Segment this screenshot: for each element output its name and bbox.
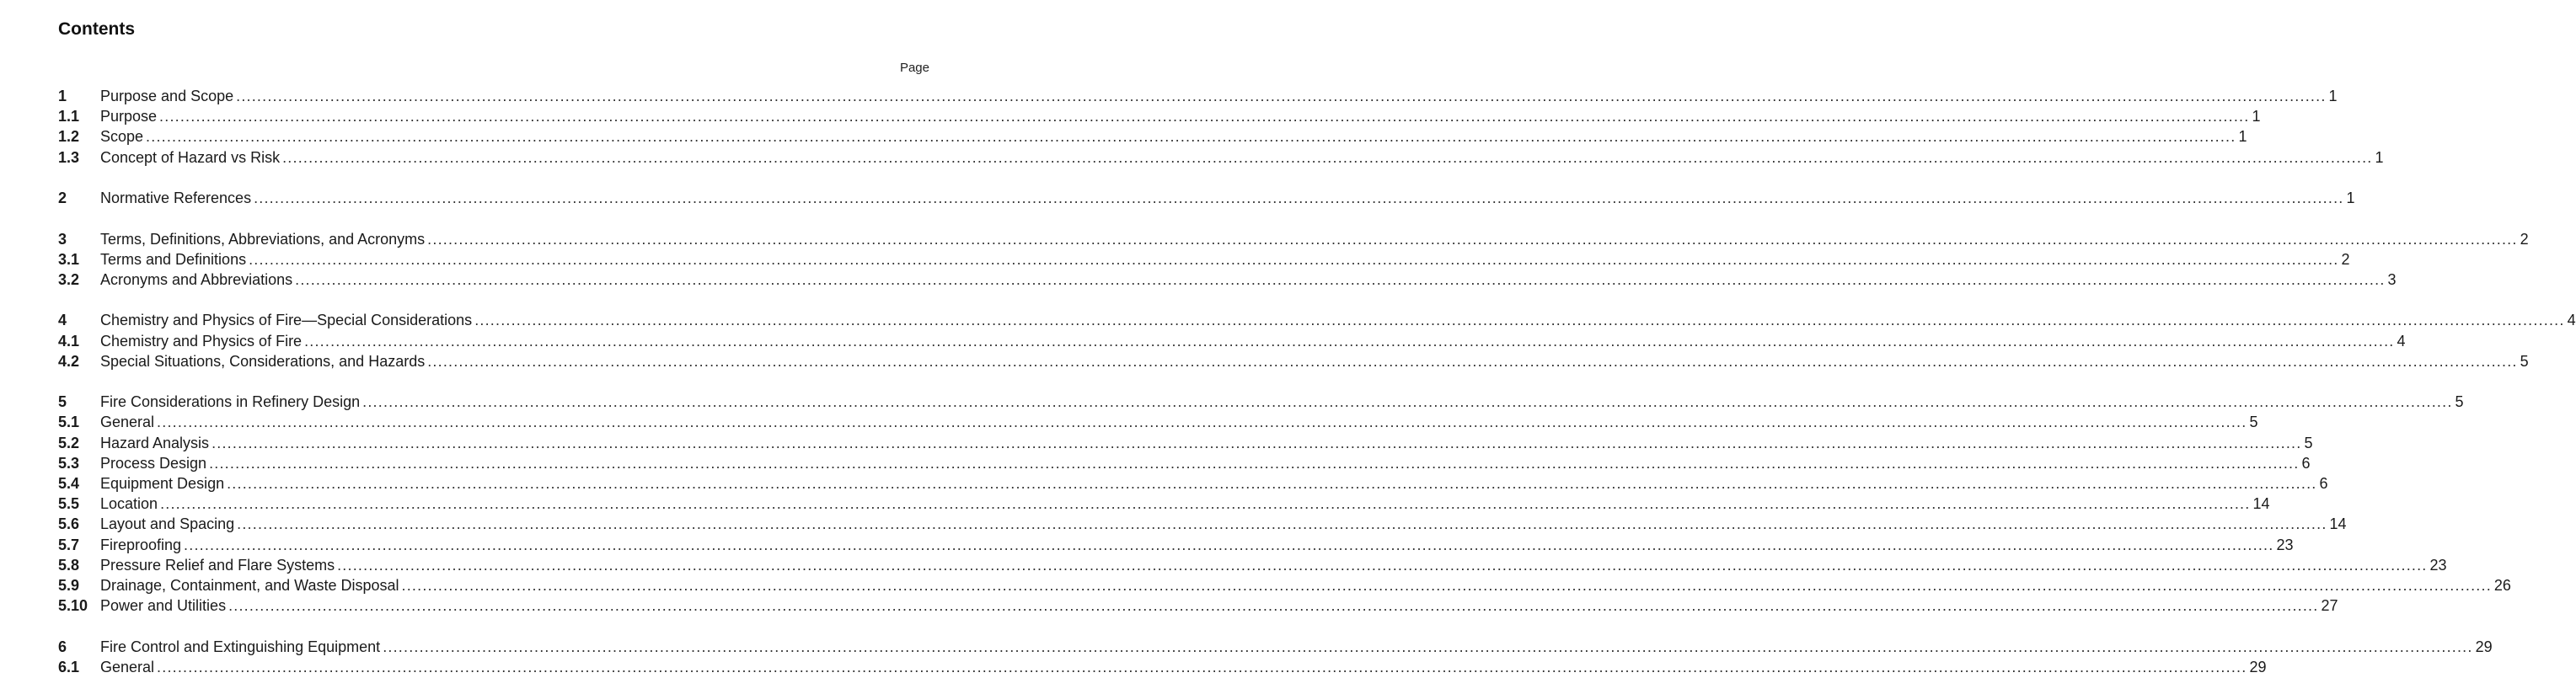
toc-section-number: 3 <box>58 230 67 248</box>
toc-page-number: 5 <box>2455 393 2464 411</box>
toc-dot-leader: ................................................................................................................................................................................................................................................................................................................................................................................................................ <box>427 352 2518 370</box>
toc-dot-leader: ................................................................................................................................................................................................................................................................................................................................................................................................................ <box>227 475 2317 492</box>
toc-dot-leader: ................................................................................................................................................................................................................................................................................................................................................................................................................ <box>184 536 2274 553</box>
toc-section-group <box>58 229 2529 291</box>
toc-section-number: 5.9 <box>58 576 80 594</box>
toc-section-title: Scope <box>100 128 144 146</box>
toc-section-number: 4.1 <box>58 332 80 350</box>
toc-entry[interactable] <box>58 270 2397 290</box>
toc-page-number: 1 <box>2346 190 2355 207</box>
toc-section-title: Chemistry and Physics of Fire—Special Considerations <box>100 312 473 329</box>
toc-section-title: Fireproofing <box>100 536 182 553</box>
toc-section-title: Hazard Analysis <box>100 434 210 451</box>
toc-page-number: 1 <box>2238 128 2247 146</box>
toc-section-number: 3.2 <box>58 270 80 288</box>
toc-page-number: 4 <box>2397 332 2406 350</box>
toc-dot-leader: ................................................................................................................................................................................................................................................................................................................................................................................................................ <box>157 658 2247 675</box>
toc-entry[interactable] <box>58 392 2464 412</box>
page-column-label: Page <box>899 61 929 75</box>
toc-section-group <box>58 637 2493 677</box>
toc-section-title: Equipment Design <box>100 475 225 492</box>
toc-entry[interactable] <box>58 535 2294 555</box>
toc-page-number: 23 <box>2429 556 2447 574</box>
toc-page-number: 23 <box>2276 536 2294 553</box>
toc-entry[interactable] <box>58 331 2406 351</box>
table-of-contents <box>58 86 2576 677</box>
toc-section-title: Acronyms and Abbreviations <box>100 270 293 288</box>
toc-section-group <box>58 392 2511 616</box>
toc-section-number: 1.3 <box>58 148 80 166</box>
toc-page-number: 1 <box>2375 148 2384 166</box>
toc-dot-leader: ................................................................................................................................................................................................................................................................................................................................................................................................................ <box>237 515 2327 533</box>
toc-dot-leader: ................................................................................................................................................................................................................................................................................................................................................................................................................ <box>304 332 2395 350</box>
toc-section-title: Purpose and Scope <box>100 88 234 104</box>
toc-entry[interactable] <box>58 637 2493 657</box>
toc-entry[interactable] <box>58 555 2447 575</box>
toc-section-title: Terms, Definitions, Abbreviations, and Acronyms <box>100 230 426 248</box>
toc-dot-leader: ................................................................................................................................................................................................................................................................................................................................................................................................................ <box>383 638 2473 655</box>
toc-dot-leader: ................................................................................................................................................................................................................................................................................................................................................................................................................ <box>159 108 2250 125</box>
toc-page-number: 3 <box>2387 270 2397 288</box>
toc-page-number: 6 <box>2319 475 2328 492</box>
toc-section-number: 1.1 <box>58 108 80 125</box>
toc-section-title: Power and Utilities <box>100 597 227 615</box>
toc-section-title: Pressure Relief and Flare Systems <box>100 556 335 574</box>
toc-section-title: Concept of Hazard vs Risk <box>100 148 281 166</box>
toc-section-number: 5.6 <box>58 515 80 533</box>
toc-section-title: Drainage, Containment, and Waste Disposal <box>100 576 399 594</box>
toc-page-number: 14 <box>2329 515 2347 533</box>
toc-page-number: 14 <box>2252 495 2270 513</box>
toc-page-number: 29 <box>2475 638 2493 655</box>
toc-entry[interactable] <box>58 126 2247 147</box>
toc-entry[interactable] <box>58 453 2311 473</box>
toc-entry[interactable] <box>58 575 2511 595</box>
toc-page-number: 1 <box>2252 108 2261 125</box>
toc-section-title: Process Design <box>100 454 207 472</box>
toc-dot-leader: ................................................................................................................................................................................................................................................................................................................................................................................................................ <box>160 495 2251 513</box>
toc-section-title: Special Situations, Considerations, and Hazards <box>100 352 426 370</box>
toc-dot-leader: ................................................................................................................................................................................................................................................................................................................................................................................................................ <box>228 597 2319 615</box>
toc-section-group <box>58 310 2576 371</box>
toc-page-number: 6 <box>2301 454 2311 472</box>
toc-section-title: Fire Control and Extinguishing Equipment <box>100 638 381 655</box>
toc-section-number: 4 <box>58 312 67 329</box>
toc-section-title: Layout and Spacing <box>100 515 235 533</box>
toc-section-number: 5.8 <box>58 556 80 574</box>
toc-section-number: 5.7 <box>58 536 80 553</box>
toc-entry[interactable] <box>58 310 2576 330</box>
toc-page-number: 27 <box>2321 597 2338 615</box>
toc-entry[interactable] <box>58 657 2267 677</box>
toc-section-title: General <box>100 658 155 675</box>
toc-section-number: 1.2 <box>58 128 80 146</box>
toc-section-title: Fire Considerations in Refinery Design <box>100 393 361 411</box>
toc-page-number: 2 <box>2520 230 2529 248</box>
toc-dot-leader: ................................................................................................................................................................................................................................................................................................................................................................................................................ <box>209 454 2300 472</box>
toc-section-group <box>58 188 2355 208</box>
toc-page-number: 1 <box>2328 88 2338 104</box>
toc-page-number: 29 <box>2249 658 2267 675</box>
toc-dot-leader: ................................................................................................................................................................................................................................................................................................................................................................................................................ <box>295 270 2386 288</box>
toc-page-number: 2 <box>2341 250 2350 268</box>
toc-section-title: Terms and Definitions <box>100 250 247 268</box>
toc-entry[interactable] <box>58 514 2347 534</box>
toc-section-number: 5.1 <box>58 414 80 431</box>
toc-page-number: 5 <box>2304 434 2313 451</box>
toc-dot-leader: ................................................................................................................................................................................................................................................................................................................................................................................................................ <box>427 230 2518 248</box>
toc-section-number: 5.10 <box>58 597 88 615</box>
toc-page-number: 26 <box>2493 576 2511 594</box>
toc-entry[interactable] <box>58 473 2328 494</box>
toc-section-number: 5.5 <box>58 495 80 513</box>
toc-section-title: General <box>100 414 155 431</box>
toc-dot-leader: ................................................................................................................................................................................................................................................................................................................................................................................................................ <box>236 88 2327 104</box>
toc-entry[interactable] <box>58 433 2313 453</box>
toc-dot-leader: ................................................................................................................................................................................................................................................................................................................................................................................................................ <box>146 128 2236 146</box>
toc-section-number: 6 <box>58 638 67 655</box>
toc-dot-leader: ................................................................................................................................................................................................................................................................................................................................................................................................................ <box>337 556 2428 574</box>
toc-section-number: 5 <box>58 393 67 411</box>
toc-section-number: 4.2 <box>58 352 80 370</box>
toc-dot-leader: ................................................................................................................................................................................................................................................................................................................................................................................................................ <box>401 576 2492 594</box>
toc-dot-leader: ................................................................................................................................................................................................................................................................................................................................................................................................................ <box>282 148 2373 166</box>
toc-entry[interactable] <box>58 188 2355 208</box>
toc-entry[interactable] <box>58 86 2338 106</box>
toc-section-title: Normative References <box>100 190 252 207</box>
toc-entry[interactable] <box>58 351 2529 371</box>
toc-page-number: 4 <box>2567 312 2576 329</box>
toc-section-number: 6.1 <box>58 658 80 675</box>
toc-section-group <box>58 86 2384 168</box>
toc-section-title: Purpose <box>100 108 158 125</box>
contents-heading: Contents <box>58 19 135 39</box>
toc-entry[interactable] <box>58 494 2270 514</box>
toc-entry[interactable] <box>58 412 2258 432</box>
toc-dot-leader: ................................................................................................................................................................................................................................................................................................................................................................................................................ <box>212 434 2302 451</box>
toc-page-number: 5 <box>2520 352 2529 370</box>
toc-dot-leader: ................................................................................................................................................................................................................................................................................................................................................................................................................ <box>157 414 2247 431</box>
toc-entry[interactable] <box>58 595 2338 616</box>
toc-dot-leader: ................................................................................................................................................................................................................................................................................................................................................................................................................ <box>474 312 2565 329</box>
toc-section-title: Location <box>100 495 158 513</box>
toc-entry[interactable] <box>58 249 2350 270</box>
toc-dot-leader: ................................................................................................................................................................................................................................................................................................................................................................................................................ <box>254 190 2344 207</box>
toc-section-number: 5.3 <box>58 454 80 472</box>
toc-section-number: 3.1 <box>58 250 80 268</box>
toc-section-number: 2 <box>58 190 67 207</box>
toc-dot-leader: ................................................................................................................................................................................................................................................................................................................................................................................................................ <box>249 250 2339 268</box>
toc-section-number: 5.4 <box>58 475 80 492</box>
toc-section-number: 1 <box>58 88 67 104</box>
toc-section-number: 5.2 <box>58 434 80 451</box>
toc-dot-leader: ................................................................................................................................................................................................................................................................................................................................................................................................................ <box>362 393 2453 411</box>
toc-entry[interactable] <box>58 147 2384 168</box>
toc-page-number: 5 <box>2249 414 2258 431</box>
toc-section-title: Chemistry and Physics of Fire <box>100 332 303 350</box>
toc-entry[interactable] <box>58 106 2261 126</box>
toc-entry[interactable] <box>58 229 2529 249</box>
